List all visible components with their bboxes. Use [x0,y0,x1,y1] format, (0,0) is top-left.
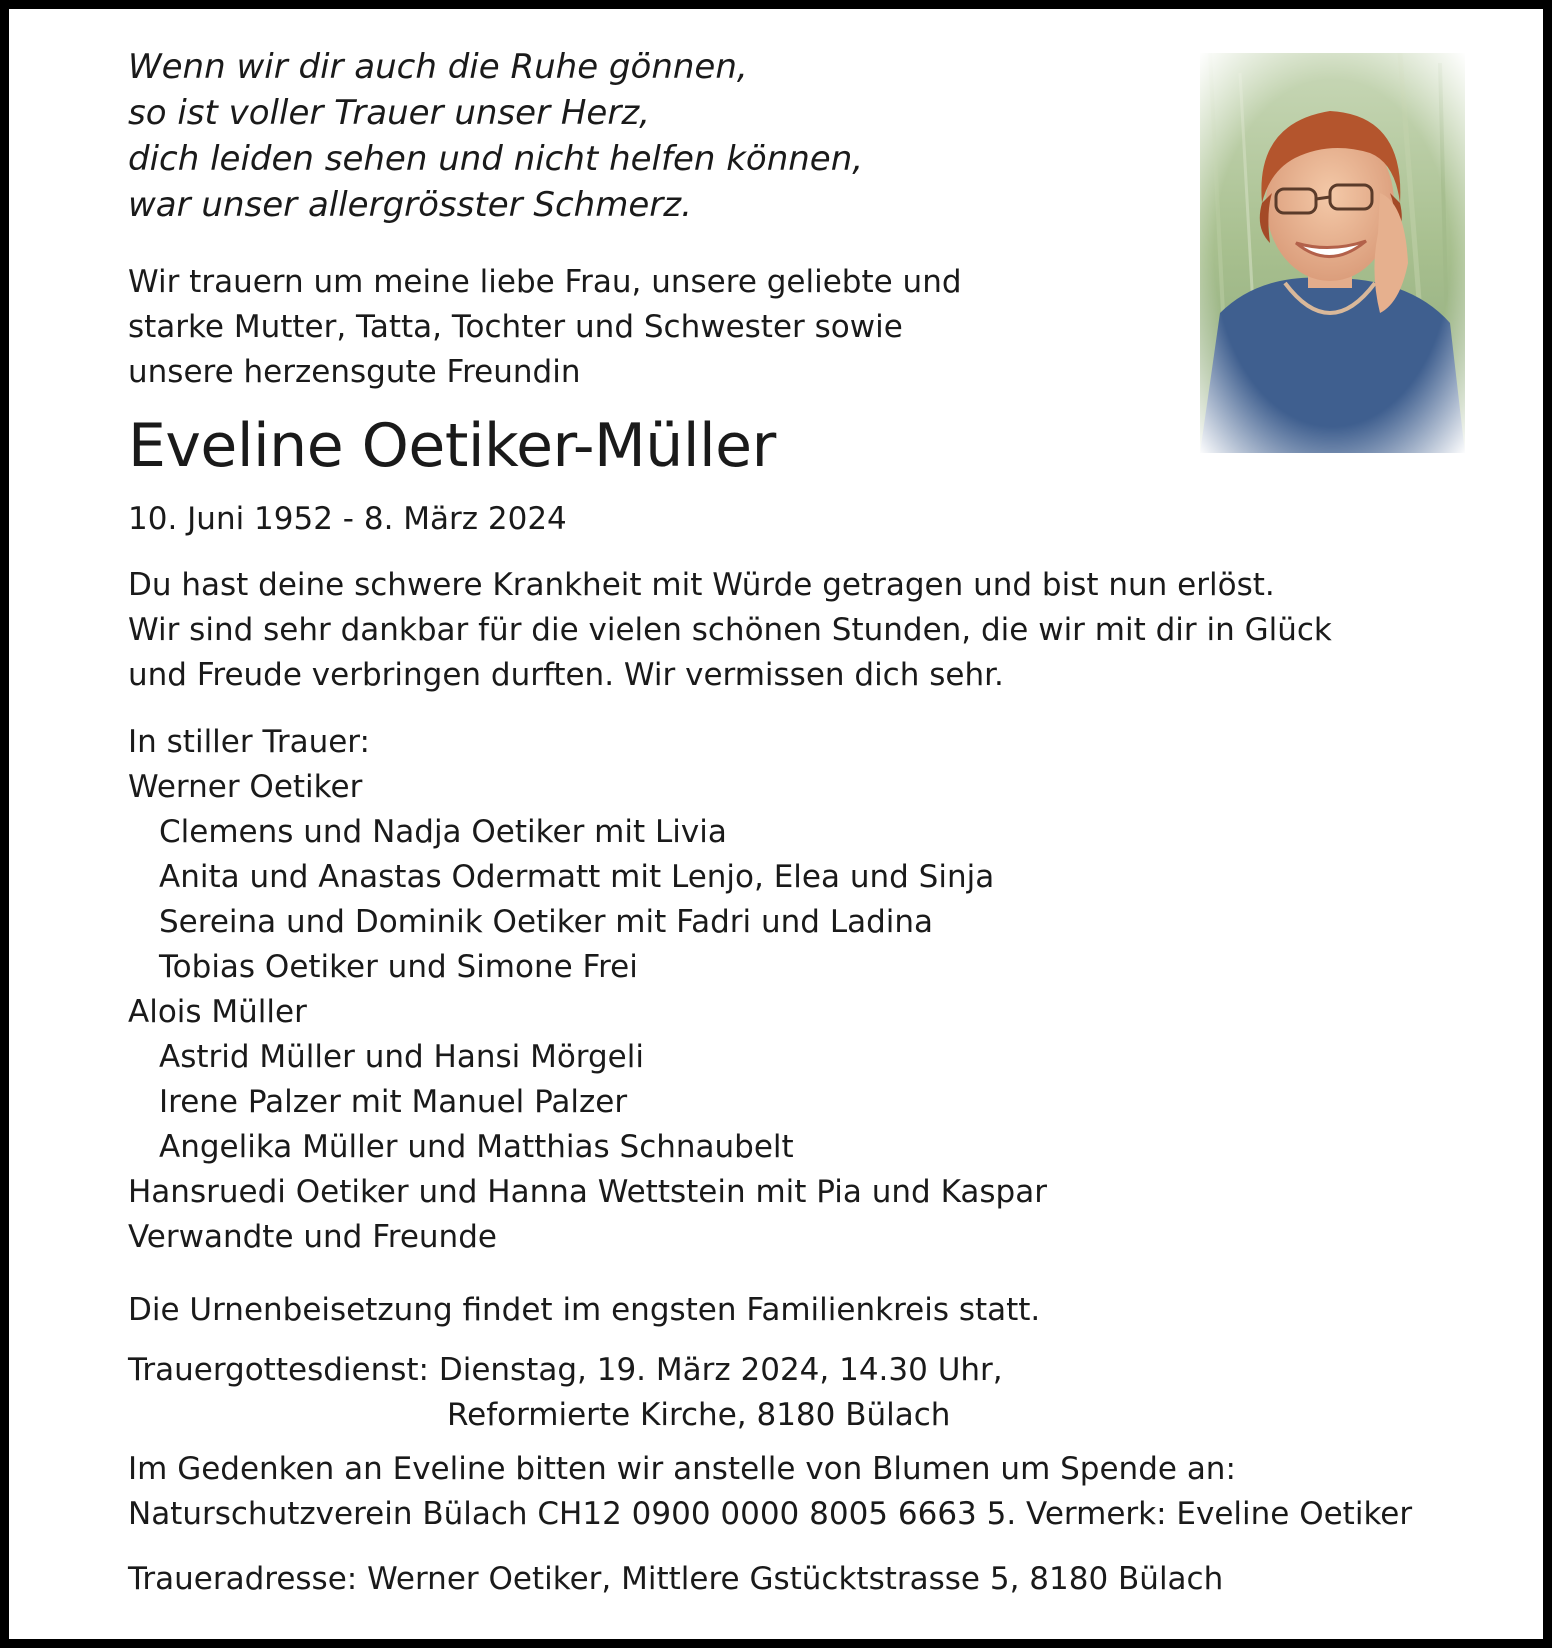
poem-line: war unser allergrösster Schmerz. [128,185,692,225]
mourner-entry: Sereina und Dominik Oetiker mit Fadri und Ladina [159,904,934,940]
poem-line: Wenn wir dir auch die Ruhe gönnen, [128,47,748,87]
portrait-photo [1200,53,1465,453]
address-text: Traueradresse: Werner Oetiker, Mittlere Gstücktstrasse 5, 8180 Bülach [128,1561,1224,1597]
service-line: Trauergottesdienst: Dienstag, 19. März 2024, 14.30 Uhr, [128,1352,1003,1388]
intro-line: starke Mutter, Tatta, Tochter und Schwester sowie [128,309,903,345]
service-info [128,1348,1003,1438]
burial-text: Die Urnenbeisetzung findet im engsten Familienkreis statt. [128,1292,1041,1328]
burial-note [128,1288,1040,1333]
life-dates: 10. Juni 1952 - 8. März 2024 [128,501,567,537]
message-line: Wir sind sehr dankbar für die vielen schönen Stunden, die wir mit dir in Glück [128,612,1332,648]
mourner-entry: Clemens und Nadja Oetiker mit Livia [159,814,727,850]
poem-line: dich leiden sehen und nicht helfen können, [128,139,864,179]
mourning-address [128,1557,1223,1602]
mourner-entry: Irene Palzer mit Manuel Palzer [159,1084,628,1120]
mourner-entry: Anita und Anastas Odermatt mit Lenjo, Elea und Sinja [159,859,995,895]
intro-text [128,260,1028,395]
message-line: Du hast deine schwere Krankheit mit Würde getragen und bist nun erlöst. [128,567,1275,603]
poem-line: so ist voller Trauer unser Herz, [128,93,650,133]
farewell-message [128,563,1332,698]
intro-line: unsere herzensgute Freundin [128,354,581,390]
mourner-entry: Tobias Oetiker und Simone Frei [159,949,638,985]
message-line: und Freude verbringen durften. Wir vermissen dich sehr. [128,657,1004,693]
mourners-heading: In stiller Trauer: [128,724,370,760]
deceased-name: Eveline Oetiker-Müller [128,411,776,481]
mourner-entry: Angelika Müller und Matthias Schnaubelt [159,1129,794,1165]
donation-info [128,1447,1412,1537]
donation-account: Naturschutzverein Bülach CH12 0900 0000 8005 6663 5. Vermerk: Eveline Oetiker [128,1496,1413,1532]
mourners-list [128,720,1047,1260]
donation-line: Im Gedenken an Eveline bitten wir anstelle von Blumen um Spende an: [128,1451,1236,1487]
mourner-entry: Astrid Müller und Hansi Mörgeli [159,1039,644,1075]
poem [128,44,1028,228]
service-location: Reformierte Kirche, 8180 Bülach [447,1397,951,1433]
mourner-entry: Alois Müller [128,994,307,1030]
mourner-entry: Hansruedi Oetiker und Hanna Wettstein mit Pia und Kaspar [128,1174,1047,1210]
mourner-entry: Werner Oetiker [128,769,363,805]
intro-line: Wir trauern um meine liebe Frau, unsere geliebte und [128,264,962,300]
mourner-entry: Verwandte und Freunde [128,1219,497,1255]
